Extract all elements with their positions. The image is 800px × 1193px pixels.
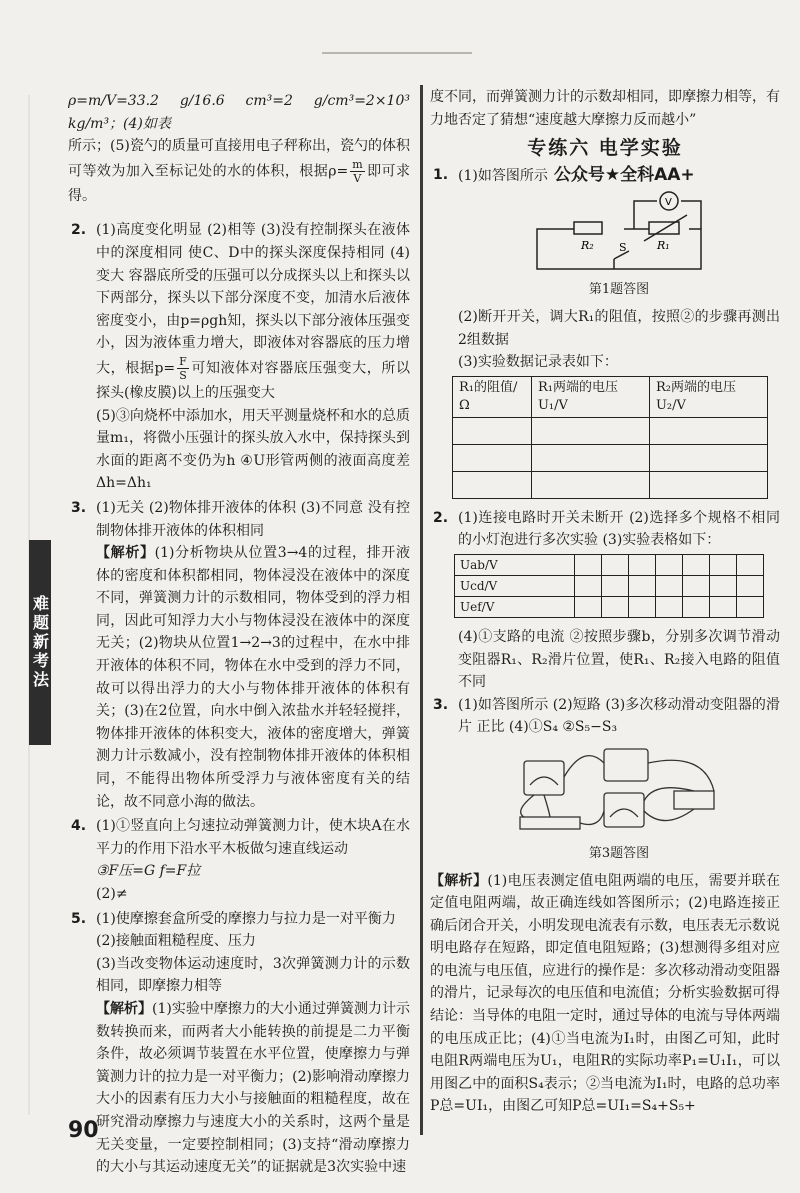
watermark-text: 公众号★全科AA+ [553, 164, 695, 185]
left-column [68, 90, 410, 1179]
rheostat-icon [520, 817, 580, 829]
header-rule [322, 52, 472, 54]
table-row [455, 554, 764, 575]
density-formula-line: ρ=m/V=33.2 g/16.6 cm³=2 g/cm³=2×10³ kg/m³；(4)如表 [68, 93, 410, 132]
page-number: 90 [68, 1118, 99, 1143]
resistor-r2 [574, 222, 602, 234]
column-divider [420, 85, 423, 1135]
question-number: 2. [71, 222, 87, 239]
circuit-diagram-1 [519, 189, 719, 277]
table-row [453, 471, 768, 498]
answer-text: (1)①竖直向上匀速拉动弹簧测力计，使木块A在水平力的作用下沿水平木板做匀速直线运动 [96, 818, 410, 857]
data-record-table-2 [454, 554, 764, 618]
electric-question-1 [430, 164, 780, 374]
analysis-label: 【解析】 [430, 872, 488, 889]
answer-text: (4)①支路的电流 ②按照步骤b，分别多次调节滑动变阻器R₁、R₂滑片位置，使R₁、R₂接入电路的阻值不同 [458, 628, 780, 691]
answer-part: 可知液体对容器底压强变大，所以探头(橡皮膜)以上的压强变大 [96, 360, 410, 401]
question-4 [68, 815, 410, 905]
answer-text [458, 164, 780, 188]
question-number: 3. [433, 696, 449, 713]
resistor-icon [674, 791, 714, 809]
header-cell: R₁的阻值/Ω [453, 376, 532, 417]
question-number: 5. [71, 910, 87, 927]
section-title: 专练六 电学实验 [527, 137, 683, 160]
table-row [453, 444, 768, 471]
answer-text: (3)实验数据记录表如下： [458, 354, 618, 371]
answer-part: (1)如答图所示 [458, 167, 548, 184]
answer-continuation [68, 135, 410, 207]
answer-text: (1)如答图所示 (2)短路 (3)多次移动滑动变阻器的滑片 正比 (4)①S₄ ②S₅−S₃ [458, 696, 780, 736]
analysis-text [96, 998, 410, 1179]
row-header: Uef/V [455, 596, 575, 617]
answer-text: (3)当改变物体运动速度时，3次弹簧测力计的示数相同，即摩擦力相等 [96, 955, 410, 995]
power-supply-icon [604, 749, 648, 781]
voltmeter-label: V [665, 197, 672, 209]
table-row [453, 417, 768, 444]
answer-text: (5)③向烧杯中添加水，用天平测量烧杯和水的总质量m₁，将微小压强计的探头放入水中，保持探头到水面的距离不变仍为h ④U形管两侧的液面高度差Δh=Δh₁ [96, 407, 410, 492]
answer-text: (2)≠ [96, 886, 128, 902]
header-cell: R₂两端的电压U₂/V [649, 376, 767, 417]
analysis-text [430, 870, 780, 1119]
analysis-body: (1)分析物块从位置3→4的过程，排开液体的密度和体积都相同，物体浸没在液体中的深度不同，弹簧测力计的示数相同，物体受到的浮力相同，因此可知浮力大小与物体浸没在液体中的深度无关；(2)物块从位置1→2→3的过程中，在水中排开液体的体积不同，物体在水中受到的浮力不同，故可以得出浮力的大小与物体排开液体的体积有关；(3)在2位置，向水中倒入浓盐水并轻轻搅拌，物体排开液体的体积变大，液体的密度增大，弹簧测力计示数减小，没有控制物体排开液体的体积相同，不能得出物体所受浮力与液体密度有关的结论，故不同意小海的做法。 [96, 545, 410, 810]
question-3 [68, 497, 410, 813]
table-row [455, 575, 764, 596]
analysis-body: (1)实验中摩擦力的大小通过弹簧测力计示数转换而来，而两者大小能转换的前提是二力平衡条件，故必须调节装置在水平位置，使摩擦力与弹簧测力计的拉力是一对平衡力；(2)影响滑动摩擦力大小的因素有压力大小与接触面的粗糙程度，故在研究滑动摩擦力与速度大小的关系时，这两个量是无关变量，一定要控制相同；(3)支持“滑动摩擦力的大小与其运动速度无关”的证据就是3次实验中速 [96, 1000, 410, 1176]
analysis-label: 【解析】 [96, 545, 155, 562]
answer-text: (1)连接电路时开关未断开 (2)选择多个规格不相同的小灯泡进行多次实验 (3)实验表格如下： [458, 509, 780, 549]
circuit-diagram-3 [504, 741, 734, 841]
question-2 [68, 219, 410, 495]
rheostat-r1 [649, 222, 679, 234]
answer-text: ③F压=G f=F拉 [96, 863, 201, 880]
right-column [430, 86, 780, 1118]
row-header: Ucd/V [455, 575, 575, 596]
answer-text: (2)断开开关，调大R₁的阻值，按照②的步骤再测出2组数据 [458, 308, 780, 348]
switch-label: S [619, 241, 627, 255]
fraction-f-s: $\frac{F}{S}$ [179, 354, 187, 382]
header-cell: R₁两端的电压U₁/V [531, 376, 649, 417]
answer-continuation: 度不同，而弹簧测力计的示数却相同，即摩擦力相等，有力地否定了猜想“速度越大摩擦力反而越小” [430, 89, 780, 128]
electric-question-2 [430, 507, 780, 552]
question-5 [68, 908, 410, 1179]
figure-caption: 第1题答图 [588, 282, 650, 298]
answer-tail: 即可求得。 [68, 163, 410, 204]
question-number: 1. [433, 166, 449, 183]
row-header: Uab/V [455, 554, 575, 575]
data-record-table-1 [452, 376, 768, 499]
analysis-text [96, 542, 410, 813]
ammeter-icon [604, 793, 644, 827]
answer-part: (1)高度变化明显 (2)相等 (3)没有控制探头在液体中的深度相同 使C、D中的探头深度保持相同 (4)变大 容器底所受的压强可以分成探头以上和探头以下两部分，探头以下部分深度不变，加清水后液体密度变小，由p=ρgh知，探头以下部分液体压强变小，因为液体重力增大，即液体对容器底的压力增大，根据p= [96, 222, 410, 377]
answer-text: (2)接触面粗糙程度、压力 [96, 933, 256, 950]
question-number: 3. [71, 499, 87, 516]
answer-text [96, 219, 410, 404]
r2-label: R₂ [581, 239, 594, 253]
fraction-m-v: $\frac{m}{V}$ [352, 157, 363, 185]
answer-text: (1)使摩擦套盒所受的摩擦力与拉力是一对平衡力 [96, 910, 396, 927]
electric-question-3 [430, 694, 780, 866]
analysis-body: (1)电压表测定值电阻两端的电压，需要并联在定值电阻两端，故正确连线如答图所示；(2)电路连接正确后闭合开关，小明发现电流表有示数，电压表无示数说明电路存在短路，即定值电阻短路；(3)想测得多组对应的电流与电压值，应进行的操作是：多次移动滑动变阻器的滑片，记录每次的电压值和电流值；分析实验数据可得结论：当导体的电阻一定时，通过导体的电流与导体两端的电压成正比；(4)①当电流为I₁时，由图乙可知，此时电阻R两端电压为U₁，电阻R的实际功率P₁=U₁I₁，可以用图乙中的面积S₄表示；②当电流为I₁时，电路的总功率P总=UI₁，由图乙可知P总=UI₁=S₄+S₅+ [430, 872, 780, 1115]
table-header-row [453, 376, 768, 417]
r1-label: R₁ [657, 239, 670, 253]
question-number: 2. [433, 509, 449, 526]
answer-text: 所示；(5)瓷勺的质量可直接用电子秤称出，瓷勺的体积可等效为加入至标记处的水的体积，根据ρ= [68, 138, 410, 180]
side-tab [29, 540, 51, 745]
side-tab-label: 难题新考法 [30, 595, 50, 690]
electric-question-2-cont [430, 626, 780, 694]
voltmeter-meter-icon [524, 761, 564, 795]
answer-text: (1)无关 (2)物体排开液体的体积 (3)不同意 没有控制物体排开液体的体积相同 [96, 499, 410, 539]
table-row [455, 596, 764, 617]
analysis-label: 【解析】 [96, 1000, 153, 1017]
figure-caption: 第3题答图 [588, 845, 650, 861]
question-number: 4. [71, 818, 87, 835]
